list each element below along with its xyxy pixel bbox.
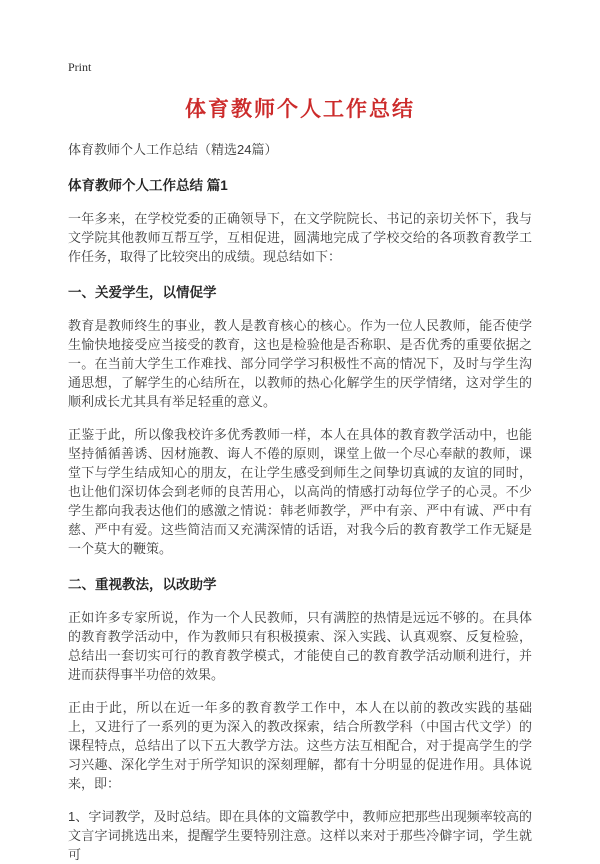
page-title: 体育教师个人工作总结 bbox=[185, 98, 415, 121]
section-heading: 体育教师个人工作总结 篇1 bbox=[68, 178, 228, 193]
section-heading: 二、重视教法，以改助学 bbox=[68, 577, 217, 592]
print-link[interactable]: Print bbox=[68, 60, 92, 74]
body-paragraph: 教育是教师终生的事业，教人是教育核心的核心。作为一位人民教师，能否使学生愉快地接受应当接受的教育，这也是检验他是否称职、是否优秀的重要依据之一。在当前大学生工作难找、部分同学学习积极性不高的情况下，及时与学生沟通思想，了解学生的心结所在，以教师的热心化解学生的厌学情绪，这对学生的顺利成长尤其具有举足轻重的意义。 bbox=[68, 318, 532, 409]
body-paragraph: 正由于此，所以在近一年多的教育教学工作中，本人在以前的教改实践的基础上，又进行了一系列的更为深入的教改探索，结合所教学科（中国古代文学）的课程特点，总结出了以下五大教学方法。这些方法互相配合，对于提高学生的学习兴趣、深化学生对于所学知识的深刻理解，都有十分明显的促进作用。具体说来，即： bbox=[68, 700, 532, 791]
page-subtitle: 体育教师个人工作总结（精选24篇） bbox=[68, 142, 278, 157]
body-paragraph: 一年多来，在学校党委的正确领导下，在文学院院长、书记的亲切关怀下，我与文学院其他教师互帮互学，互相促进，圆满地完成了学校交给的各项教育教学工作任务，取得了比较突出的成绩。现总结如下： bbox=[68, 211, 532, 264]
section-heading: 一、关爱学生，以情促学 bbox=[68, 285, 217, 300]
body-paragraph: 正如许多专家所说，作为一个人民教师，只有满腔的热情是远远不够的。在具体的教育教学活动中，作为教师只有积极摸索、深入实践、认真观察、反复检验，总结出一套切实可行的教育教学模式，才能使自己的教育教学活动顺利进行，并进而获得事半功倍的效果。 bbox=[68, 610, 532, 682]
body-paragraph: 正鉴于此，所以像我校许多优秀教师一样，本人在具体的教育教学活动中，也能坚持循循善诱、因材施教、诲人不倦的原则，课堂上做一个尽心奉献的教师，课堂下与学生结成知心的朋友，在让学生感受到师生之间挚切真诚的友谊的同时，也让他们深切体会到老师的良苦用心，以高尚的情感打动每位学子的心灵。不少学生都向我表达他们的感激之情说：韩老师教学，严中有亲、严中有诚、严中有慈、严中有爱。这些简洁而又充满深情的话语，对我今后的教育教学工作无疑是一个莫大的鞭策。 bbox=[68, 427, 532, 556]
body-paragraph: 1、字词教学，及时总结。即在具体的文篇教学中，教师应把那些出现频率较高的文言字词挑选出来，提醒学生要特别注意。这样以来对于那些冷僻字词，学生就可 bbox=[68, 809, 532, 862]
article-body bbox=[68, 176, 532, 864]
